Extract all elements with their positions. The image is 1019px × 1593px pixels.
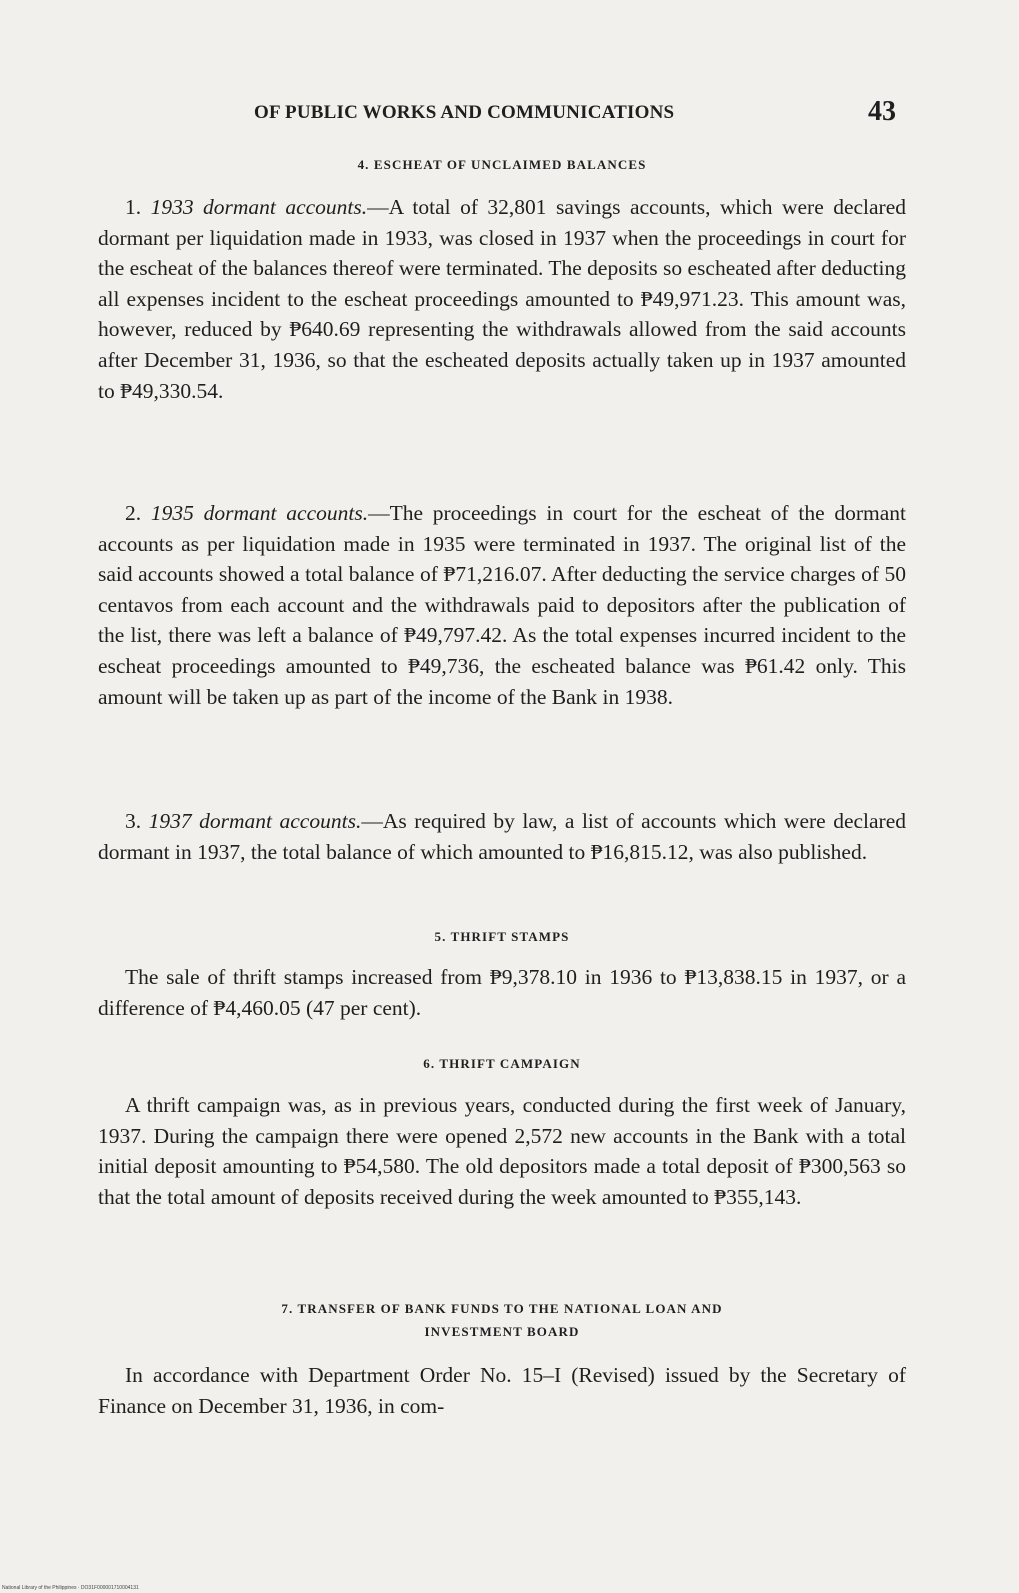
- paragraph-thrift-campaign: A thrift campaign was, as in previous years, conducted during the first week of January, 1937. During the campaign there were opened 2,572 new accounts in the Bank with a total initial deposit amounting to ₱54,580. The old depositors made a total deposit of ₱300,563 so that the total amount of deposits received during the week amounted to ₱355,143.: [98, 1093, 906, 1209]
- section-heading-escheat: 4. ESCHEAT OF UNCLAIMED BALANCES: [357, 157, 647, 172]
- section-heading-line: INVESTMENT BOARD: [424, 1324, 580, 1339]
- page-number: 43: [868, 96, 896, 127]
- section-heading-thrift-campaign: 6. THRIFT CAMPAIGN: [423, 1056, 581, 1071]
- footer-credit: National Library of the Philippines · DO31F000001710004131: [2, 1585, 139, 1591]
- section-heading-transfer-of-bank-funds: [98, 1297, 906, 1343]
- paragraph-1933-dormant-accounts: [98, 192, 906, 406]
- running-header: [98, 96, 906, 130]
- paragraph-1935-dormant-accounts: [98, 498, 906, 712]
- paragraph-number: 3.: [125, 809, 149, 833]
- section-heading-line: 7. TRANSFER OF BANK FUNDS TO THE NATIONAL LOAN AND: [281, 1301, 723, 1316]
- paragraph-title: 1935 dormant accounts.: [150, 501, 369, 525]
- paragraph-body: —As required by law, a list of accounts which were declared dormant in 1937, the total balance of which amounted to ₱16,815.12, was also published.: [98, 809, 907, 864]
- running-header-title: OF PUBLIC WORKS AND COMMUNICATIONS: [254, 102, 675, 123]
- section-heading-thrift-stamps: 5. THRIFT STAMPS: [434, 929, 570, 944]
- paragraph-title: 1937 dormant accounts.: [148, 809, 362, 833]
- paragraph-number: 1.: [125, 195, 151, 219]
- paragraph-thrift-stamps: The sale of thrift stamps increased from ₱9,378.10 in 1936 to ₱13,838.15 in 1937, or a difference of ₱4,460.05 (47 per cent).: [98, 965, 906, 1020]
- paragraph-number: 2.: [125, 501, 151, 525]
- paragraph-body: —The proceedings in court for the escheat of the dormant accounts as per liquidation made in 1935 were terminated in 1937. The original list of the said accounts showed a total balance of ₱71,216.07. After deducting the service charges of 50 centavos from each account and the withdrawals paid to depositors after the publication of the list, there was left a balance of ₱49,797.42. As the total expenses incurred incident to the escheat proceedings amounted to ₱49,736, the escheated balance was ₱61.42 only. This amount will be taken up as part of the income of the Bank in 1938.: [98, 501, 907, 709]
- paragraph-transfer-of-bank-funds: In accordance with Department Order No. 15–I (Revised) issued by the Secretary of Finance on December 31, 1936, in com-: [98, 1363, 906, 1418]
- paragraph-1937-dormant-accounts: [98, 806, 906, 867]
- paragraph-title: 1933 dormant accounts.: [150, 195, 368, 219]
- paragraph-body: —A total of 32,801 savings accounts, which were declared dormant per liquidation made in 1933, was closed in 1937 when the proceedings in court for the escheat of the balances thereof were terminated. The deposits so escheated after deducting all expenses incident to the escheat proceedings amounted to ₱49,971.23. This amount was, however, reduced by ₱640.69 representing the withdrawals allowed from the said accounts after December 31, 1936, so that the escheated deposits actually taken up in 1937 amounted to ₱49,330.54.: [98, 195, 906, 403]
